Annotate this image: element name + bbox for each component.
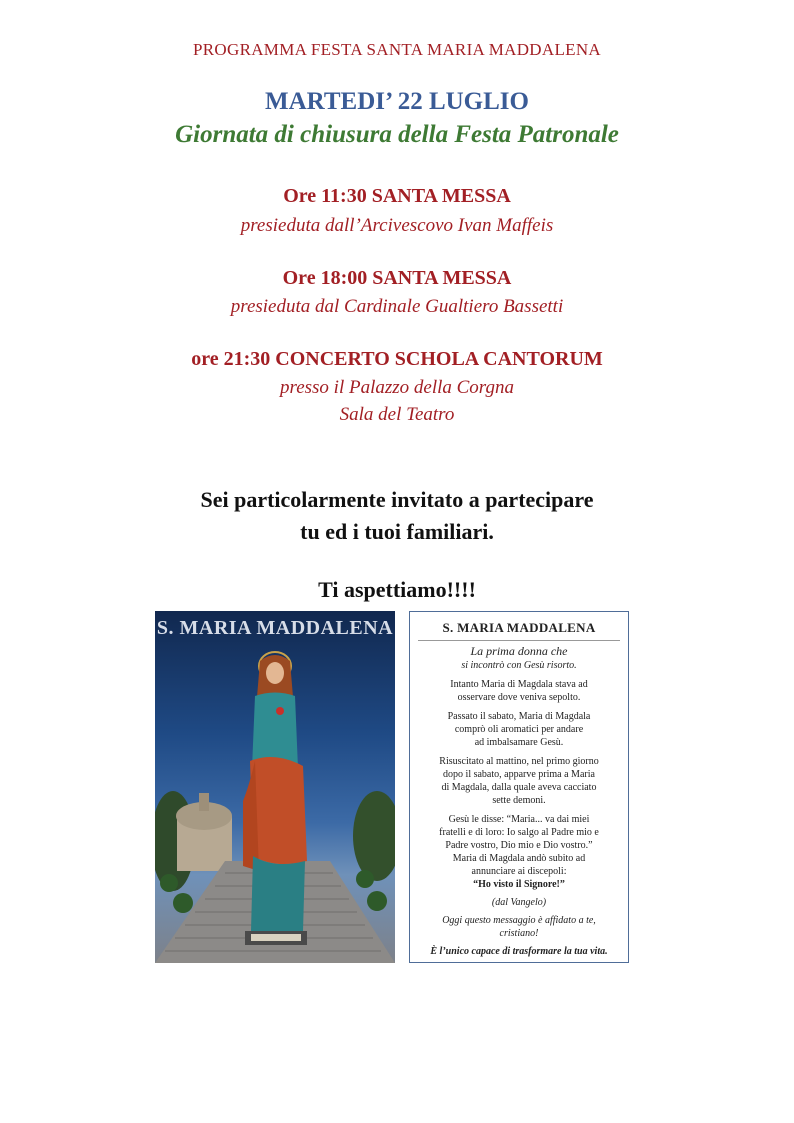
card-p3-1: Risuscitato al mattino, nel primo giorno xyxy=(439,756,599,767)
statue-illustration xyxy=(155,611,395,963)
event-detail-1: presieduta dall’Arcivescovo Ivan Maffeis xyxy=(240,215,554,236)
poster-title: S. MARIA MADDALENA xyxy=(156,617,394,639)
card-p2-3: ad imbalsamare Gesù. xyxy=(474,737,564,748)
event-detail-2: presieduta dal Cardinale Gualtiero Bassetti xyxy=(230,296,564,317)
card-p1-2: osservare dove veniva sepolto. xyxy=(457,692,581,703)
card-p4-3: Padre vostro, Dio mio e Dio vostro.” xyxy=(445,840,593,851)
card-p3-2: dopo il sabato, apparve prima a Maria xyxy=(443,769,595,780)
card-title: S. MARIA MADDALENA xyxy=(442,620,596,635)
card-p4-4: Maria di Magdala andò subito ad xyxy=(452,853,586,864)
card-p1-1: Intanto Maria di Magdala stava ad xyxy=(450,679,588,690)
card-quote: “Ho visto il Signore!” xyxy=(473,879,565,890)
saint-poster-image xyxy=(155,611,395,963)
card-divider xyxy=(418,640,620,641)
subtitle: Giornata di chiusura della Festa Patronale xyxy=(175,121,619,148)
card-p2-1: Passato il sabato, Maria di Magdala xyxy=(447,711,591,722)
card-p5-2: cristiano! xyxy=(499,928,539,939)
card-p2-2: comprò oli aromatici per andare xyxy=(454,724,584,735)
event-title-3: ore 21:30 CONCERTO SCHOLA CANTORUM xyxy=(191,348,603,370)
invite-line-2: tu ed i tuoi familiari. xyxy=(300,519,494,544)
card-source: (dal Vangelo) xyxy=(491,897,547,908)
date-title: MARTEDI’ 22 LUGLIO xyxy=(265,88,529,115)
event-title-2: Ore 18:00 SANTA MESSA xyxy=(282,267,512,289)
event-title-1: Ore 11:30 SANTA MESSA xyxy=(283,185,511,207)
card-p3-4: sette demoni. xyxy=(492,795,546,806)
card-p6: È l’unico capace di trasformare la tua vita. xyxy=(430,946,608,957)
card-p4-5: annunciare ai discepoli: xyxy=(471,866,567,877)
card-p4-2: fratelli e di loro: Io salgo al Padre mio e xyxy=(439,827,599,838)
card-p4-1: Gesù le disse: “Maria... va dai miei xyxy=(448,814,590,825)
card-intro-1: La prima donna che xyxy=(470,644,568,658)
invite-line-1: Sei particolarmente invitato a partecipare xyxy=(200,487,594,512)
event-detail-3b: Sala del Teatro xyxy=(339,404,455,425)
prayer-card xyxy=(409,611,629,963)
program-heading: PROGRAMMA FESTA SANTA MARIA MADDALENA xyxy=(193,40,601,59)
card-intro-2: si incontrò con Gesù risorto. xyxy=(461,660,577,671)
invite-closing: Ti aspettiamo!!!! xyxy=(318,577,476,602)
event-detail-3a: presso il Palazzo della Corgna xyxy=(280,377,514,398)
card-p5-1: Oggi questo messaggio è affidato a te, xyxy=(442,915,596,926)
card-p3-3: di Magdala, dalla quale aveva cacciato xyxy=(441,782,597,793)
